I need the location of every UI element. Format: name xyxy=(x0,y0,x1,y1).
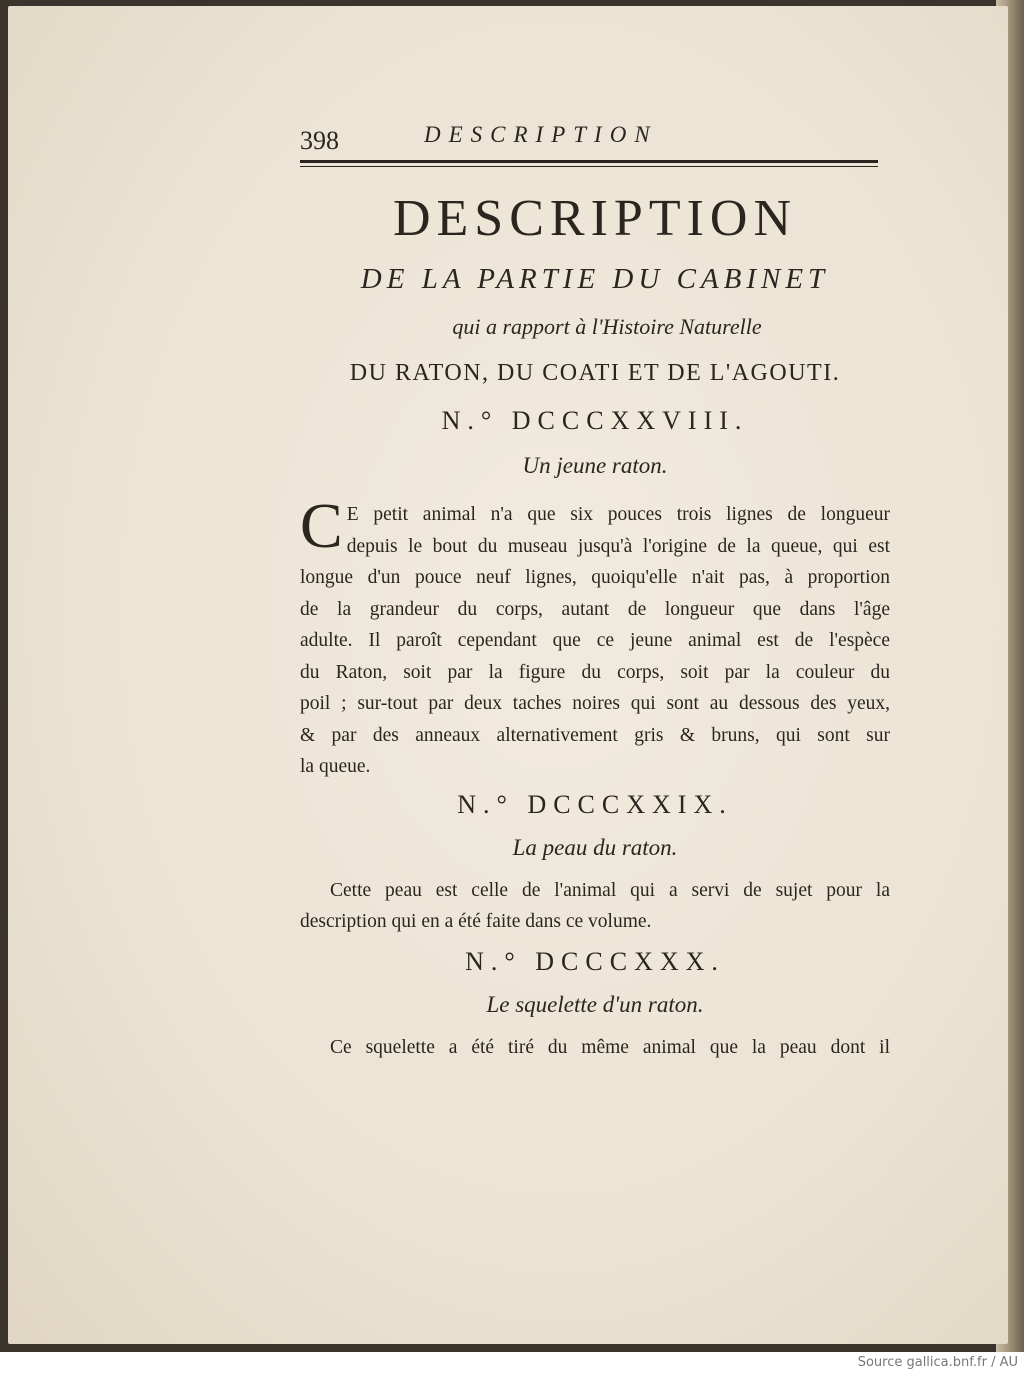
drop-cap: C xyxy=(300,490,343,561)
text-line: du Raton, soit par la figure du corps, soit par la couleur du xyxy=(300,661,890,683)
text-line: depuis le bout du museau jusqu'à l'origine de la queue, qui est xyxy=(346,535,890,557)
entry-title: La peau du raton. xyxy=(512,834,678,860)
header-rule-thin xyxy=(300,166,878,167)
text-line: description qui en a été faite dans ce volume. xyxy=(300,911,652,932)
page-content xyxy=(300,112,890,1063)
text-line: longue d'un pouce neuf lignes, quoiqu'elle n'ait pas, à proportion xyxy=(300,567,890,588)
entry-number: N.° DCCCXXIX. xyxy=(457,789,733,819)
entry-number: N.° DCCCXXX. xyxy=(465,946,725,976)
entry xyxy=(300,785,890,938)
main-title: DESCRIPTION xyxy=(392,190,798,247)
entry xyxy=(300,401,890,783)
subtitle-line-3: DU RATON, DU COATI ET DE L'AGOUTI. xyxy=(349,360,841,386)
header-rule xyxy=(300,160,878,163)
running-title: DESCRIPTION xyxy=(424,122,658,147)
text-line: la queue. xyxy=(300,756,371,777)
text-line: Ce squelette a été tiré du même animal que la peau dont il xyxy=(330,1036,890,1058)
entry-paragraph xyxy=(300,1032,890,1064)
page-number: 398 xyxy=(300,126,339,155)
subtitle-line-2: qui a rapport à l'Histoire Naturelle xyxy=(452,314,762,339)
entry-paragraph xyxy=(300,490,890,783)
entry-number: N.° DCCCXXVIII. xyxy=(441,406,749,435)
entry-paragraph xyxy=(300,875,890,938)
text-line: adulte. Il paroît cependant que ce jeune animal est de l'espèce xyxy=(300,630,890,651)
entry xyxy=(300,942,890,1064)
running-head xyxy=(300,112,890,158)
source-credit: Source gallica.bnf.fr / AU xyxy=(857,1355,1018,1370)
text-line: Cette peau est celle de l'animal qui a servi de sujet pour la xyxy=(330,879,890,901)
entry-title: Le squelette d'un raton. xyxy=(486,991,704,1017)
entry-title: Un jeune raton. xyxy=(522,453,668,478)
subtitle: DE LA PARTIE DU CABINET xyxy=(360,263,830,295)
text-line: de la grandeur du corps, autant de longueur que dans l'âge xyxy=(300,598,890,620)
text-line: E petit animal n'a que six pouces trois lignes de longueur xyxy=(346,504,890,525)
text-line: poil ; sur-tout par deux taches noires qui sont au dessous des yeux, xyxy=(300,693,890,714)
text-line: & par des anneaux alternativement gris & bruns, qui sont sur xyxy=(300,724,890,746)
